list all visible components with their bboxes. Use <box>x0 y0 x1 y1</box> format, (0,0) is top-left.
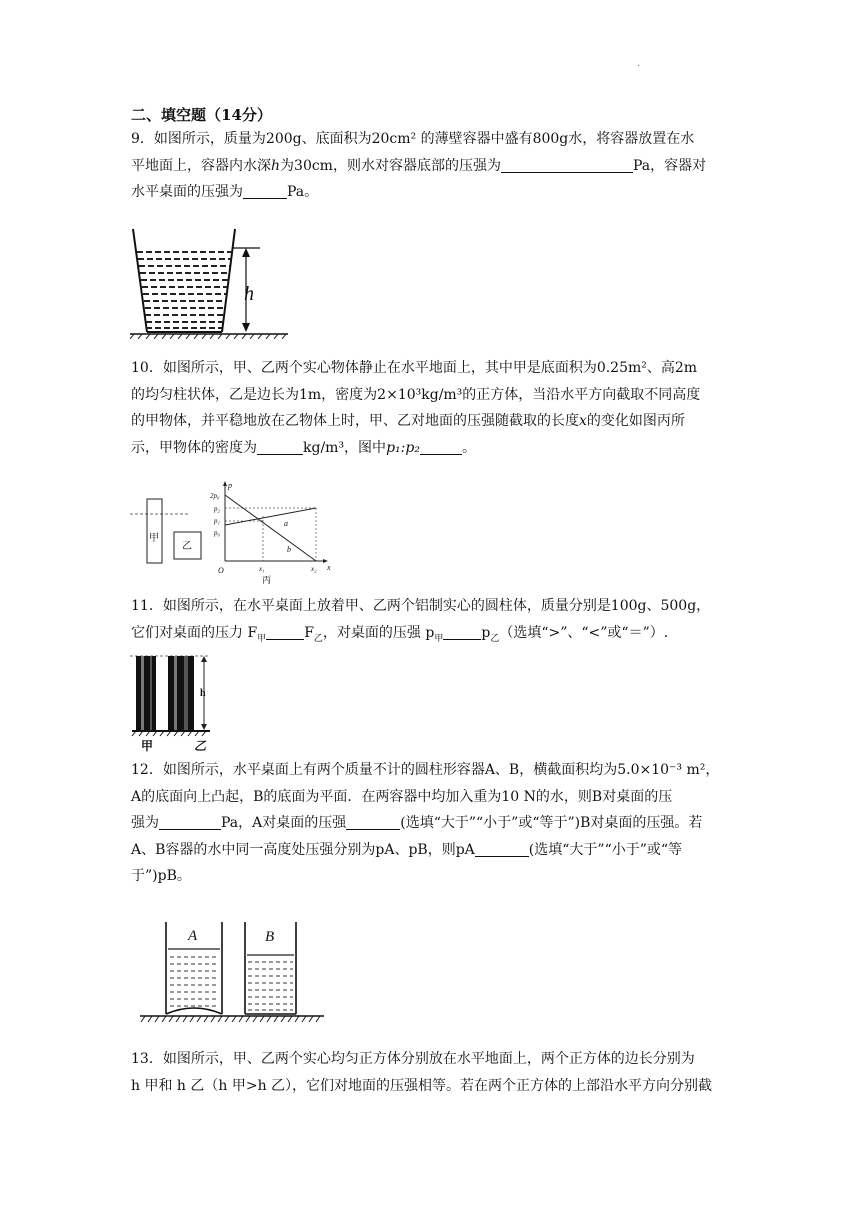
q10-fig-ytick-2p0: 2p₀ <box>210 492 220 500</box>
q10-fig-xtick-x2: x₂ <box>311 565 317 573</box>
q11-fig-jia: 甲 <box>141 739 154 752</box>
q10-line-3: 的甲物体，并平稳地放在乙物体上时，甲、乙对地面的压强随截取的长度x的变化如图丙所 <box>131 413 685 429</box>
answer-blank[interactable] <box>475 840 529 857</box>
q10-fig-jia: 甲 <box>149 533 159 544</box>
q10-line-b <box>225 495 316 561</box>
q12-fig-a: A <box>188 928 198 944</box>
q11-line-1: 11．如图所示，在水平桌面上放着甲、乙两个铝制实心的圆柱体，质量分别是100g、500g， <box>131 598 711 614</box>
question-12 <box>131 757 731 890</box>
q10-fig-xtick-x1: x₁ <box>259 565 265 573</box>
header-dot: . <box>637 58 641 69</box>
q12-line-3: 强为 Pa，A对桌面的压强 (选填“大于”“小于”或“等于”)B对桌面的压强。若 <box>131 815 703 831</box>
q9-line-2: 平地面上，容器内水深h为30cm，则水对容器底部的压强为 Pa，容器对 <box>131 157 707 174</box>
q9-line-3: 水平桌面的压强为 Pa。 <box>131 184 319 200</box>
q10-fig-origin: O <box>218 566 224 575</box>
q10-fig-y-axis: p <box>228 481 232 490</box>
q10-line-4: 示，甲物体的密度为 kg/m³，图中p₁:p₂ 。 <box>131 439 476 456</box>
question-11 <box>131 593 731 646</box>
q10-fig-yi: 乙 <box>182 541 192 552</box>
q12-figure <box>138 918 328 1030</box>
answer-blank[interactable] <box>266 623 304 640</box>
q10-fig-ytick-p0: p₀ <box>214 529 220 537</box>
question-9 <box>131 126 731 206</box>
answer-blank[interactable] <box>420 438 462 455</box>
question-10 <box>131 355 731 461</box>
q12-fig-b: B <box>265 929 275 945</box>
answer-blank[interactable] <box>346 813 400 830</box>
answer-blank[interactable] <box>501 156 633 173</box>
q10-fig-bing: 丙 <box>262 575 272 585</box>
q10-fig-label-a: a <box>284 519 288 528</box>
answer-blank[interactable] <box>443 623 481 640</box>
q9-line-1: 9．如图所示，质量为200g、底面积为20cm² 的薄壁容器中盛有800g水，将容器放置在水 <box>131 131 695 147</box>
q10-fig-x-axis: x <box>327 563 331 572</box>
q9-fig-h-label: h <box>244 283 254 305</box>
q10-fig-label-b: b <box>287 545 291 554</box>
q13-line-2: h 甲和 h 乙（h 甲>h 乙），它们对地面的压强相等。若在两个正方体的上部沿水平方向分别截 <box>131 1077 713 1094</box>
q12-line-2: A的底面向上凸起，B的底面为平面．在两容器中均加入重为10 N的水，则B对桌面的压 <box>131 788 673 805</box>
question-13 <box>131 1046 731 1099</box>
q10-fig-ytick-p2: p₂ <box>214 505 220 513</box>
q11-fig-yi: 乙 <box>194 739 207 752</box>
q10-line-a <box>225 508 316 525</box>
q9-container-figure <box>128 224 290 339</box>
q10-line-2: 的均匀柱状体，乙是边长为1m，密度为2×10³kg/m³的正方体，当沿水平方向截取不同高度 <box>131 386 701 403</box>
q12-line-4: A、B容器的水中同一高度处压强分别为pA、pB，则pA (选填“大于”“小于”或“等 <box>131 841 683 858</box>
q13-line-1: 13．如图所示，甲、乙两个实心均匀正方体分别放在水平地面上，两个正方体的边长分别为 <box>131 1051 695 1067</box>
answer-blank[interactable] <box>243 182 287 199</box>
q12-line-1: 12．如图所示，水平桌面上有两个质量不计的圆柱形容器A、B，横截面积均为5.0×10⁻³ m²， <box>131 762 720 778</box>
q10-fig-ytick-p1: p₁ <box>214 517 220 525</box>
q12-line-5: 于”)pB。 <box>131 868 191 884</box>
q11-line-2: 它们对桌面的压力 $F_甲$ $F_乙$，对桌面的压强 $p_甲$ $p_乙$（选填“>”、“<”或“＝”）. <box>131 624 669 644</box>
q11-fig-h: h <box>200 688 206 699</box>
section-title: 二、填空题（14分） <box>131 106 272 124</box>
answer-blank[interactable] <box>257 438 303 455</box>
q11-figure <box>128 652 218 752</box>
answer-blank[interactable] <box>159 813 221 830</box>
q10-line-1: 10．如图所示，甲、乙两个实心物体静止在水平地面上，其中甲是底面积为0.25m²、高2m <box>131 360 698 376</box>
q10-figure <box>128 478 338 588</box>
